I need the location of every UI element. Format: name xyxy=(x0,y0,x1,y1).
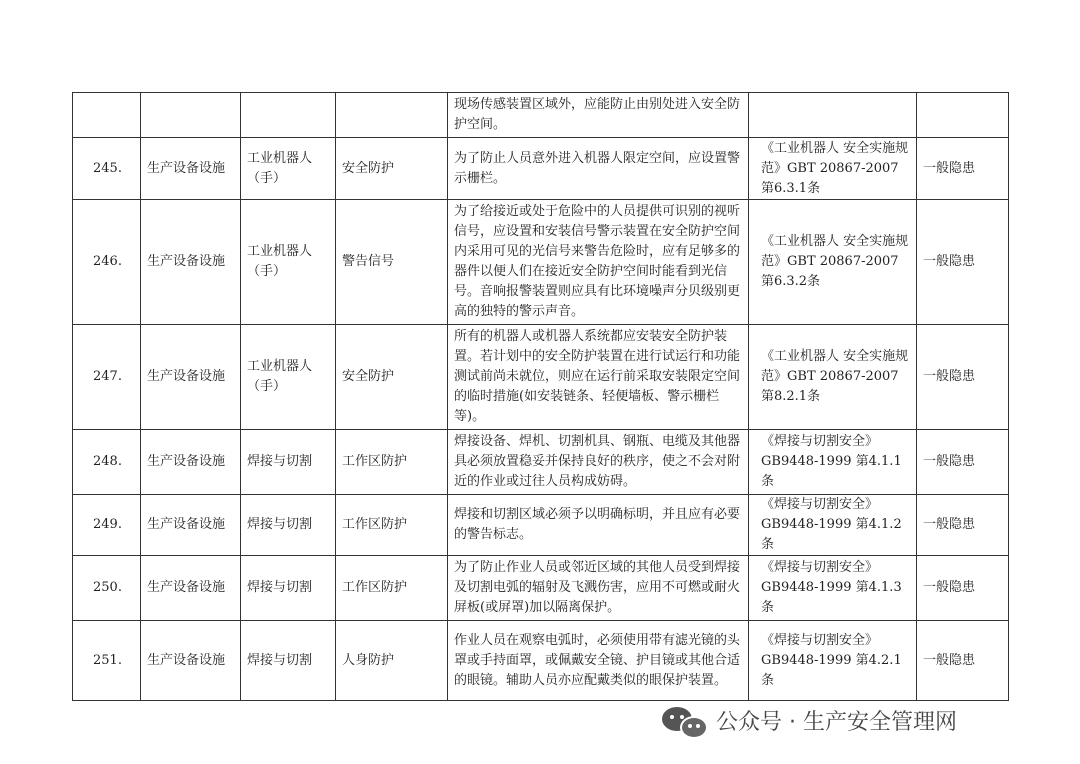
cell-description: 作业人员在观察电弧时，必须使用带有滤光镜的头罩或手持面罩，或佩戴安全镜、护目镜或其他合适的眼镜。辅助人员亦应配戴类似的眼保护装置。 xyxy=(448,621,749,701)
cell-empty xyxy=(241,93,336,138)
table-row xyxy=(73,430,1009,495)
cell-subitem: 工作区防护 xyxy=(336,495,448,556)
cell-number: 251. xyxy=(73,621,141,701)
cell-number: 249. xyxy=(73,495,141,556)
cell-level: 一般隐患 xyxy=(917,138,1009,200)
cell-number: 247. xyxy=(73,325,141,430)
wechat-icon xyxy=(662,703,708,737)
cell-item: 焊接与切割 xyxy=(241,430,336,495)
table-row-continued xyxy=(73,93,1009,138)
cell-empty xyxy=(749,93,917,138)
table-row xyxy=(73,495,1009,556)
cell-category: 生产设备设施 xyxy=(141,138,241,200)
cell-level: 一般隐患 xyxy=(917,200,1009,325)
cell-basis: 《工业机器人 安全实施规范》GBT 20867-2007 第6.3.2条 xyxy=(749,200,917,325)
cell-category: 生产设备设施 xyxy=(141,200,241,325)
watermark xyxy=(662,703,957,737)
cell-item: 工业机器人（手） xyxy=(241,200,336,325)
cell-level: 一般隐患 xyxy=(917,556,1009,621)
cell-item: 工业机器人（手） xyxy=(241,325,336,430)
cell-description: 焊接设备、焊机、切割机具、钢瓶、电缆及其他器具必须放置稳妥并保持良好的秩序，使之不会对附近的作业或过往人员构成妨碍。 xyxy=(448,430,749,495)
table-row xyxy=(73,621,1009,701)
table-row xyxy=(73,200,1009,325)
cell-item: 焊接与切割 xyxy=(241,556,336,621)
cell-description: 为了防止人员意外进入机器人限定空间，应设置警示栅栏。 xyxy=(448,138,749,200)
table-row xyxy=(73,556,1009,621)
cell-number: 246. xyxy=(73,200,141,325)
cell-basis: 《焊接与切割安全》GB9448-1999 第4.1.1条 xyxy=(749,430,917,495)
cell-item: 焊接与切割 xyxy=(241,495,336,556)
cell-category: 生产设备设施 xyxy=(141,556,241,621)
cell-description: 为了给接近或处于危险中的人员提供可识别的视听信号，应设置和安装信号警示装置在安全防护空间内采用可见的光信号来警告危险时，应有足够多的器件以便人们在接近安全防护空间时能看到光信号。音响报警装置则应具有比环境噪声分贝级别更高的独特的警示声音。 xyxy=(448,200,749,325)
cell-item: 焊接与切割 xyxy=(241,621,336,701)
cell-description: 所有的机器人或机器人系统都应安装安全防护装置。若计划中的安全防护装置在进行试运行和功能测试前尚未就位，则应在运行前采取安装限定空间的临时措施(如安装链条、轻便墙板、警示栅栏等)。 xyxy=(448,325,749,430)
hazard-table xyxy=(72,92,1009,701)
watermark-text: 公众号 · 生产安全管理网 xyxy=(716,709,957,735)
cell-basis: 《焊接与切割安全》GB9448-1999 第4.1.3条 xyxy=(749,556,917,621)
cell-level: 一般隐患 xyxy=(917,495,1009,556)
cell-number: 250. xyxy=(73,556,141,621)
cell-basis: 《工业机器人 安全实施规范》GBT 20867-2007 第6.3.1条 xyxy=(749,138,917,200)
cell-level: 一般隐患 xyxy=(917,430,1009,495)
cell-subitem: 安全防护 xyxy=(336,325,448,430)
cell-level: 一般隐患 xyxy=(917,325,1009,430)
cell-empty xyxy=(141,93,241,138)
cell-description: 现场传感装置区域外，应能防止由别处进入安全防护空间。 xyxy=(448,93,749,138)
cell-subitem: 安全防护 xyxy=(336,138,448,200)
cell-category: 生产设备设施 xyxy=(141,495,241,556)
cell-description: 焊接和切割区域必须予以明确标明，并且应有必要的警告标志。 xyxy=(448,495,749,556)
cell-empty xyxy=(917,93,1009,138)
cell-category: 生产设备设施 xyxy=(141,621,241,701)
cell-description: 为了防止作业人员或邻近区域的其他人员受到焊接及切割电弧的辐射及飞溅伤害，应用不可燃或耐火屏板(或屏罩)加以隔离保护。 xyxy=(448,556,749,621)
cell-subitem: 警告信号 xyxy=(336,200,448,325)
table-row xyxy=(73,325,1009,430)
table-row xyxy=(73,138,1009,200)
cell-number: 245. xyxy=(73,138,141,200)
cell-empty xyxy=(336,93,448,138)
cell-basis: 《焊接与切割安全》GB9448-1999 第4.1.2条 xyxy=(749,495,917,556)
cell-basis: 《焊接与切割安全》GB9448-1999 第4.2.1条 xyxy=(749,621,917,701)
cell-subitem: 人身防护 xyxy=(336,621,448,701)
cell-basis: 《工业机器人 安全实施规范》GBT 20867-2007 第8.2.1条 xyxy=(749,325,917,430)
cell-subitem: 工作区防护 xyxy=(336,556,448,621)
cell-number: 248. xyxy=(73,430,141,495)
cell-category: 生产设备设施 xyxy=(141,325,241,430)
cell-category: 生产设备设施 xyxy=(141,430,241,495)
cell-subitem: 工作区防护 xyxy=(336,430,448,495)
cell-item: 工业机器人（手） xyxy=(241,138,336,200)
cell-empty xyxy=(73,93,141,138)
cell-level: 一般隐患 xyxy=(917,621,1009,701)
